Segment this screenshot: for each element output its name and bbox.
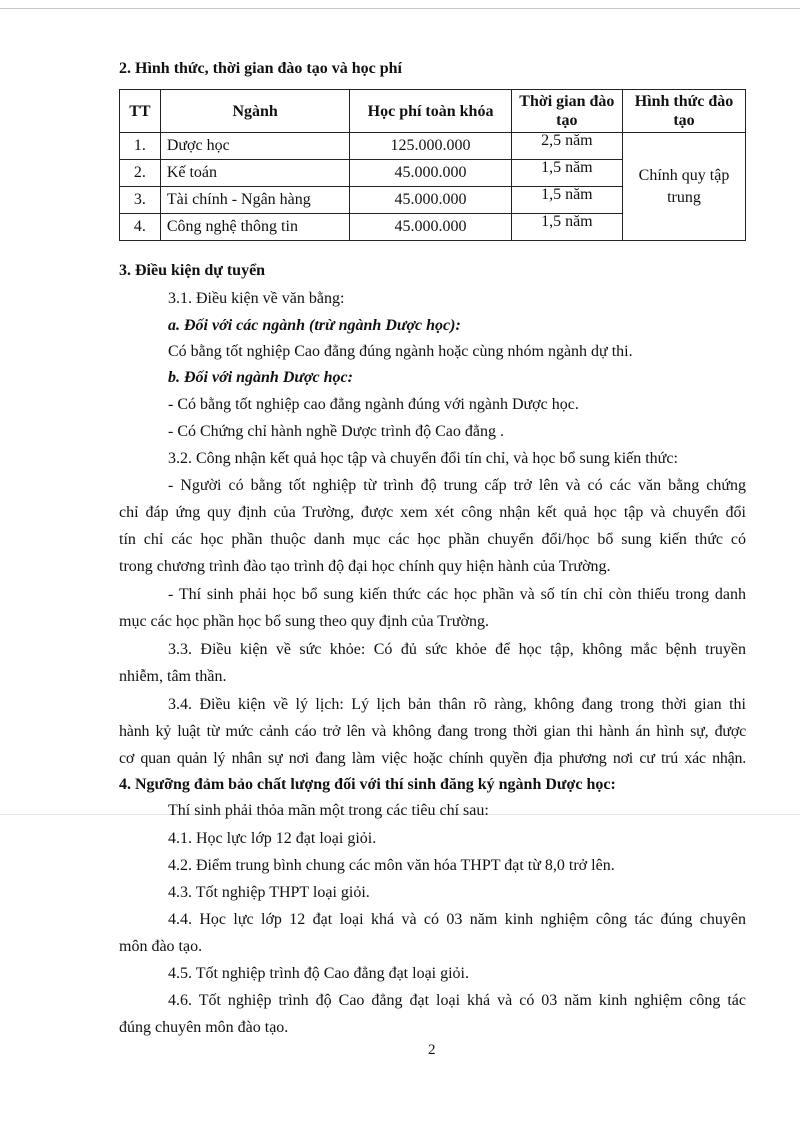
text-line: - Người có bằng tốt nghiệp từ trình độ trung cấp trở lên và có các văn bằng chứng: [168, 477, 746, 494]
row-major: Tài chính - Ngân hàng: [160, 187, 350, 214]
header-tt: TT: [120, 90, 161, 133]
text-line: cơ quan quản lý nhân sự nơi đang làm việc hoặc chính quyền địa phương nơi cư trú xác nhận.: [119, 750, 746, 767]
section-2-heading: 2. Hình thức, thời gian đào tạo và học phí: [119, 60, 402, 77]
text-line: Có bằng tốt nghiệp Cao đẳng đúng ngành hoặc cùng nhóm ngành dự thi.: [168, 343, 633, 360]
header-fee: Học phí toàn khóa: [350, 90, 511, 133]
text-line: - Có bằng tốt nghiệp cao đẳng ngành đúng với ngành Dược học.: [168, 396, 579, 413]
text-line: 3.4. Điều kiện về lý lịch: Lý lịch bản thân rõ ràng, không đang trong thời gian thi: [168, 696, 746, 713]
text-line: 4.6. Tốt nghiệp trình độ Cao đẳng đạt loại khá và có 03 năm kinh nghiệm công tác: [168, 992, 746, 1009]
section-3-heading: 3. Điều kiện dự tuyển: [119, 262, 266, 279]
table-row: [120, 133, 746, 160]
row-fee: 45.000.000: [350, 160, 511, 187]
section-4-heading: 4. Ngưỡng đảm bảo chất lượng đối với thí sinh đăng ký ngành Dược học:: [119, 776, 616, 793]
text-line: 3.2. Công nhận kết quả học tập và chuyển đổi tín chỉ, và học bổ sung kiến thức:: [168, 450, 678, 467]
scan-edge-line: [0, 8, 800, 9]
text-line: 4.5. Tốt nghiệp trình độ Cao đẳng đạt loại giỏi.: [168, 965, 469, 982]
header-major: Ngành: [160, 90, 350, 133]
tuition-table: [119, 89, 746, 241]
text-line: đúng chuyên môn đào tạo.: [119, 1019, 289, 1036]
text-line: 4.4. Học lực lớp 12 đạt loại khá và có 03 năm kinh nghiệm công tác đúng chuyên: [168, 911, 746, 928]
row-tt: 2.: [120, 160, 161, 187]
text-line: tín chỉ các học phần thuộc danh mục các học phần chuyển đổi/học bổ sung kiến thức có: [119, 531, 746, 548]
text-line: hành kỷ luật từ mức cảnh cáo trở lên và không đang trong thời gian thi hành án hình sự, được: [119, 723, 746, 740]
row-major: Công nghệ thông tin: [160, 214, 350, 241]
row-fee: 125.000.000: [350, 133, 511, 160]
text-line: - Có Chứng chỉ hành nghề Dược trình độ Cao đẳng .: [168, 423, 504, 440]
text-line: chỉ đáp ứng quy định của Trường, được xem xét công nhận kết quả học tập và chuyển đổi: [119, 504, 746, 521]
text-line: 4.1. Học lực lớp 12 đạt loại giỏi.: [168, 830, 377, 847]
text-line: 3.1. Điều kiện về văn bằng:: [168, 290, 345, 307]
text-line: 3.3. Điều kiện về sức khỏe: Có đủ sức khỏe để học tập, không mắc bệnh truyền: [168, 641, 746, 658]
page-number: 2: [428, 1042, 436, 1058]
row-duration: 1,5 năm: [511, 214, 622, 241]
row-fee: 45.000.000: [350, 214, 511, 241]
form-text: Chính quy tập trung: [638, 166, 730, 206]
subheading-a: a. Đối với các ngành (trừ ngành Dược học):: [168, 317, 461, 334]
text-line: nhiễm, tâm thần.: [119, 668, 227, 685]
row-duration: 1,5 năm: [511, 187, 622, 214]
form-cell: [623, 133, 746, 241]
text-line: mục các học phần học bổ sung theo quy định của Trường.: [119, 613, 489, 630]
subheading-b: b. Đối với ngành Dược học:: [168, 369, 353, 386]
row-tt: 4.: [120, 214, 161, 241]
row-duration: 2,5 năm: [511, 133, 622, 160]
text-line: 4.3. Tốt nghiệp THPT loại giỏi.: [168, 884, 370, 901]
row-fee: 45.000.000: [350, 187, 511, 214]
text-line: môn đào tạo.: [119, 938, 203, 955]
row-tt: 1.: [120, 133, 161, 160]
header-duration: Thời gian đào tạo: [511, 90, 622, 133]
header-form: Hình thức đào tạo: [623, 90, 746, 133]
row-major: Kế toán: [160, 160, 350, 187]
text-line: 4.2. Điểm trung bình chung các môn văn hóa THPT đạt từ 8,0 trở lên.: [168, 857, 615, 874]
row-tt: 3.: [120, 187, 161, 214]
table-header-row: [120, 90, 746, 133]
text-line: trong chương trình đào tạo trình độ đại học chính quy hiện hành của Trường.: [119, 558, 611, 575]
row-duration: 1,5 năm: [511, 160, 622, 187]
text-line: Thí sinh phải thỏa mãn một trong các tiêu chí sau:: [168, 802, 489, 819]
text-line: - Thí sinh phải học bổ sung kiến thức các học phần và số tín chỉ còn thiếu trong danh: [168, 586, 746, 603]
row-major: Dược học: [160, 133, 350, 160]
